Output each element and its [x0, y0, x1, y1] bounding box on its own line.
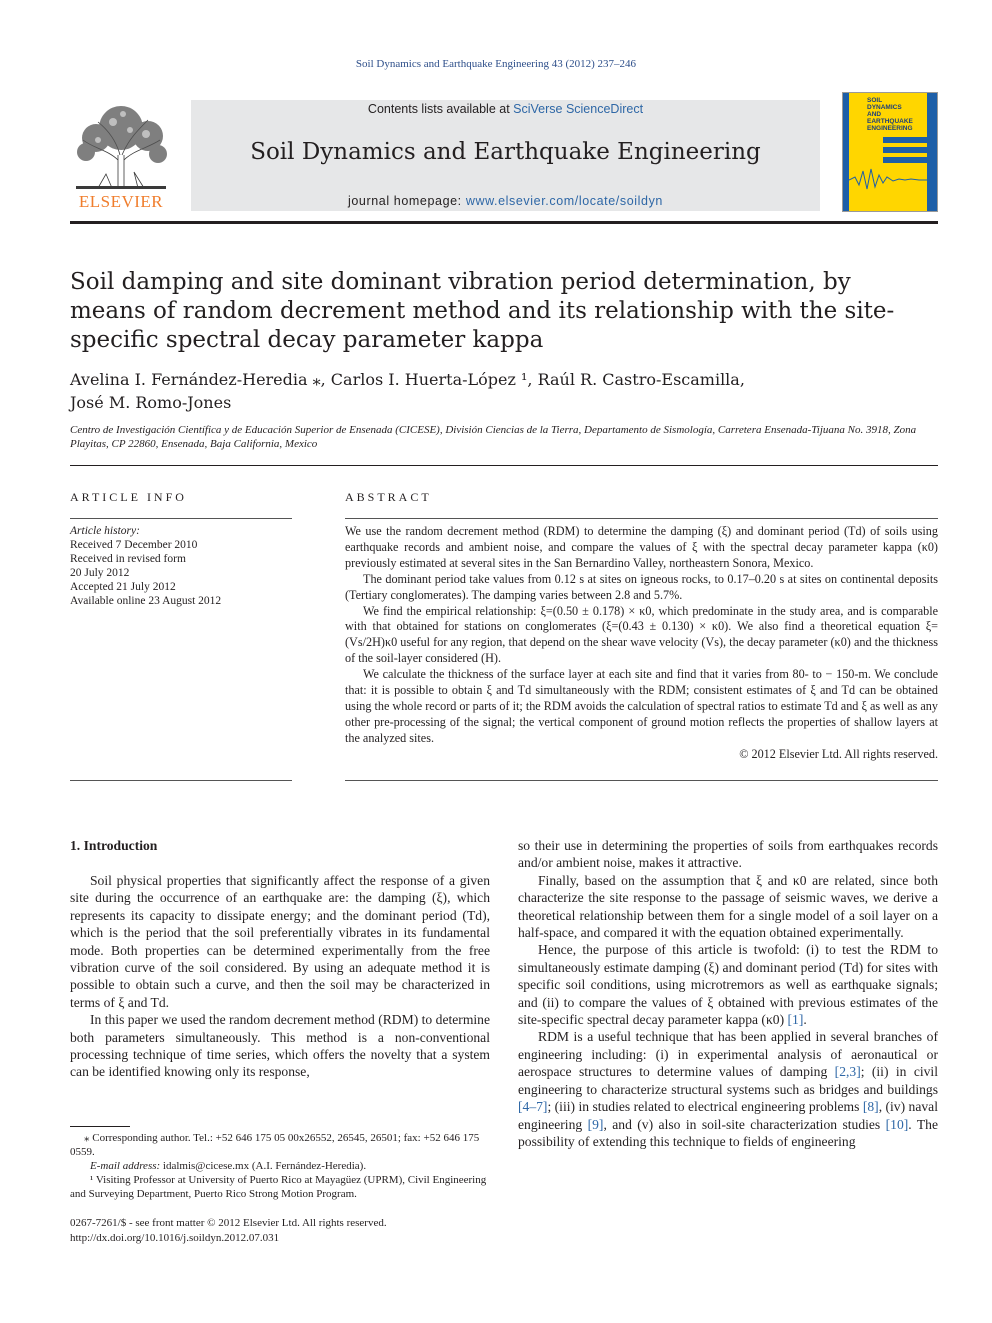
article-info-bottom-rule [70, 780, 292, 781]
abstract-rule [345, 518, 938, 519]
text-run: . The possibility of extending this technique to fields of engineering [518, 1116, 938, 1149]
citation-link[interactable]: [9] [587, 1116, 604, 1132]
history-item: Received 7 December 2010 [70, 539, 198, 551]
homepage-line [191, 194, 820, 208]
cover-edge [927, 93, 937, 212]
abstract-heading: ABSTRACT [345, 490, 432, 504]
body-paragraph: Soil physical properties that significantly affect the response of a given site during the occurrence of an earthquake are: the damping (ξ), which represents its capacity to dissipate energy; and the dominant period (Td), which is the period that the soil preferentially vibrates in its fundamental mode. Both properties can be determined experimentally from the free vibration curve of the soil considered. By using an adequate method it is possible to obtain such a curve, and then the soil may be characterized in terms of ξ and Td. [70, 873, 490, 1010]
history-item: Accepted 21 July 2012 [70, 581, 176, 593]
citation-link[interactable]: [4–7] [518, 1099, 548, 1115]
affiliation-rule [70, 465, 938, 466]
body-paragraph [518, 1028, 938, 1150]
authors-line-1[interactable]: Avelina I. Fernández-Heredia ⁎, Carlos I. Huerta-López ¹, Raúl R. Castro-Escamilla, [70, 370, 745, 389]
article-history [70, 524, 292, 608]
cover-line: EARTHQUAKE [867, 118, 913, 125]
doi-link[interactable]: http://dx.doi.org/10.1016/j.soildyn.2012.07.031 [70, 1232, 280, 1244]
article-title: Soil damping and site dominant vibration period determination, by means of random decrement method and its relationship with the site-specific spectral decay parameter kappa [70, 269, 895, 353]
body-paragraph [518, 941, 938, 1028]
citation-link[interactable]: [1] [787, 1012, 804, 1028]
history-item: Available online 23 August 2012 [70, 595, 222, 607]
footnote-rule [70, 1126, 130, 1127]
abstract-bottom-rule [345, 780, 938, 781]
cover-band [883, 137, 927, 143]
article-info-heading: ARTICLE INFO [70, 490, 187, 504]
homepage-prefix: journal homepage: [348, 194, 466, 208]
contents-line [191, 102, 820, 116]
email-label: E-mail address: [90, 1160, 161, 1172]
citation-link[interactable]: [8] [862, 1099, 879, 1115]
text-run: Hence, the purpose of this article is twofold: (i) to test the RDM to simultaneously estimate damping (ξ) and dominant period (Td) for sites with specific soil conditions, using microtremors as well as earthquake signals; and (ii) to compare the values of ξ obtained with previous estimates of the site-specific spectral decay parameter kappa (κ0) [518, 942, 938, 1028]
history-item: 20 July 2012 [70, 567, 130, 579]
authors-line-2[interactable]: José M. Romo-Jones [70, 393, 232, 412]
header-rule [70, 221, 938, 224]
text-run: , (iv) naval engineering [518, 1099, 938, 1132]
cover-seismogram [849, 165, 927, 195]
abstract-body [345, 524, 938, 763]
email-address[interactable]: idalmis@cicese.mx (A.I. Fernández-Heredia). [160, 1160, 367, 1172]
affiliation: Centro de Investigación Científica y de Educación Superior de Ensenada (CICESE), División Ciencias de la Tierra, Departamento de Sismología, Carretera Ensenada-Tijuana No. 3918, Zona Playitas, CP 22860, Ensenada, Baja California, Mexico [70, 424, 917, 450]
body-paragraph: so their use in determining the properties of soils from earthquakes records and/or ambient noise, makes it attractive. [518, 838, 938, 871]
elsevier-wordmark[interactable]: ELSEVIER [78, 192, 164, 211]
citation-link[interactable]: [10] [885, 1116, 909, 1132]
sciencedirect-link[interactable]: SciVerse ScienceDirect [513, 102, 644, 116]
abstract-paragraph: We calculate the thickness of the surface layer at each site and find that it varies from 80- to − 150-m. We conclude that: it is possible to obtain ξ and Td simultaneously with the RDM; consistent estimates of ξ and Td can be obtained using the whole record or parts of it; the RDM avoids the calculation of spectral ratios to estimate Td and ξ as well as any other pre-processing of the signal; the vertical component of ground motion reflects the properties of shallow layers at the analyzed sites. [345, 667, 938, 745]
citation-link[interactable]: [2,3] [834, 1064, 861, 1080]
cover-band [883, 147, 927, 153]
body-paragraph: In this paper we used the random decrement method (RDM) to determine both parameters simultaneously. This method is a non-conventional processing technique of time series, which offers the novelty that a system can be identified knowing only its response, [70, 1012, 490, 1080]
cover-line: AND [867, 111, 882, 118]
contents-prefix: Contents lists available at [367, 102, 514, 116]
journal-cover[interactable] [842, 92, 938, 212]
text-run: . [803, 1012, 807, 1028]
issn-line: 0267-7261/$ - see front matter © 2012 Elsevier Ltd. All rights reserved. [70, 1217, 387, 1229]
issn-block [70, 1216, 490, 1246]
text-run: , and (v) also in soil-site characterization studies [603, 1116, 886, 1132]
article-info-rule [70, 518, 292, 519]
footnotes [70, 1131, 490, 1201]
text-run: ; (ii) in civil engineering to characterize structural systems such as bridges and buildings [518, 1064, 938, 1097]
copyright: © 2012 Elsevier Ltd. All rights reserved. [739, 746, 938, 761]
abstract-paragraph: The dominant period take values from 0.12 s at sites on igneous rocks, to 0.17–0.20 s at sites on continental deposits (Tertiary conglomerates). The damping varies between 2.8 and 5.7%. [345, 571, 938, 602]
homepage-link[interactable]: www.elsevier.com/locate/soildyn [465, 194, 663, 208]
history-item: Received in revised form [70, 553, 186, 565]
cover-band [883, 157, 927, 163]
section-heading-introduction: 1. Introduction [70, 838, 158, 853]
author-list [70, 368, 930, 414]
body-paragraph: Finally, based on the assumption that ξ and κ0 are related, since both characterize the site response to the passage of seismic waves, we derive a theoretical relationship between them for a single model of a soil layer on a half-space, and compared it with the equation obtained experimentally. [518, 872, 938, 941]
corresponding-author-note: ⁎ Corresponding author. Tel.: +52 646 175 05 00x26552, 26545, 26501; fax: +52 646 175 0559. [70, 1132, 480, 1158]
email-note [70, 1159, 490, 1173]
cover-line: ENGINEERING [867, 125, 913, 132]
text-run: ; (iii) in studies related to electrical engineering problems [547, 1099, 863, 1115]
cover-line: SOIL [867, 97, 883, 104]
cover-line: DYNAMICS [867, 104, 902, 111]
cover-title [867, 97, 913, 132]
right-column [518, 837, 938, 1150]
history-label: Article history: [70, 525, 140, 537]
abstract-paragraph: We find the empirical relationship: ξ=(0.50 ± 0.178) × κ0, which predominate in the study area, and is comparable with that obtained for stations on conglomerates (ξ=(0.43 ± 0.130) × κ0). We also find a theoretical equation ξ=(Vs/2H)κ0 useful for any region, that depend on the shear wave velocity (Vs), the decay parameter (κ0) and the thickness of the soil-layer considered (H). [345, 603, 938, 666]
left-column [70, 872, 490, 1081]
text-run: RDM is a useful technique that has been applied in several branches of engineering including: (i) in experimental analysis of aeronautical or aerospace structures to determine values of damping [518, 1029, 938, 1080]
journal-reference[interactable]: Soil Dynamics and Earthquake Engineering 43 (2012) 237–246 [355, 58, 637, 70]
journal-name: Soil Dynamics and Earthquake Engineering [250, 139, 761, 165]
abstract-paragraph: We use the random decrement method (RDM) to determine the damping (ξ) and dominant period (Td) of soils using earthquake records and ambient noise, and compare the values of ξ with the spectral decay parameter kappa (κ0) previously estimated at several sites in the San Bernardino Valley, northeastern Sonora, Mexico. [345, 524, 938, 570]
visiting-professor-note: ¹ Visiting Professor at University of Puerto Rico at Mayagüez (UPRM), Civil Engineering and Surveying Department, Puerto Rico Strong Motion Program. [70, 1174, 487, 1200]
